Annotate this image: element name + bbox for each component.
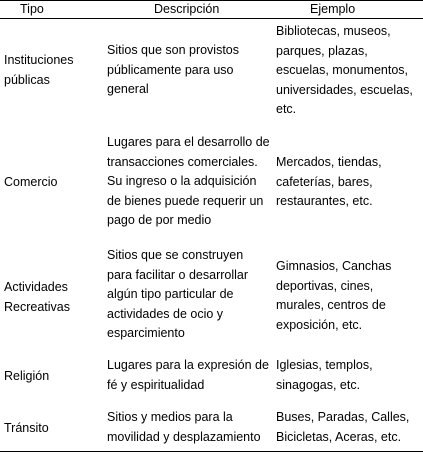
row-3-tipo: Actividades Recreativas [4,280,70,314]
row-3-ejemplo: Gimnasios, Canchas deportivas, cines, murales, centros de exposición, etc. [276,259,392,332]
row-1-ejemplo: Bibliotecas, museos, parques, plazas, escuelas, monumentos, universidades, escuelas, etc. [276,24,413,117]
table-bottom-rule [0,451,423,452]
row-5-tipo: Tránsito [4,421,49,435]
row-2-ejemplo: Mercados, tiendas, cafeterías, bares, restaurantes, etc. [276,155,382,209]
row-2-descripcion: Lugares para el desarrollo de transacciones comerciales. Su ingreso o la adquisición de bienes puede requerir un pago de por medio [107,135,270,228]
row-1-tipo: Instituciones públicas [4,53,74,87]
header-ejemplo: Ejemplo [310,2,356,16]
row-3-descripcion: Sitios que se construyen para facilitar o desarrollar algún tipo particular de actividades de ocio y esparcimiento [107,248,249,341]
row-4-tipo: Religión [4,369,50,383]
row-5-descripcion: Sitios y medios para la movilidad y desplazamiento [107,410,261,444]
header-tipo: Tipo [20,2,44,16]
header-rule [0,18,423,19]
table-top-rule [0,0,423,1]
row-4-descripcion: Lugares para la expresión de fé y espiritualidad [107,358,269,392]
row-1-descripcion: Sitios que son provistos públicamente para uso general [107,43,240,97]
row-5-ejemplo: Buses, Paradas, Calles, Bicicletas, Aceras, etc. [276,410,410,444]
header-descripcion: Descripción [154,2,220,16]
row-2-tipo: Comercio [4,175,58,189]
row-4-ejemplo: Iglesias, templos, sinagogas, etc. [276,358,373,392]
